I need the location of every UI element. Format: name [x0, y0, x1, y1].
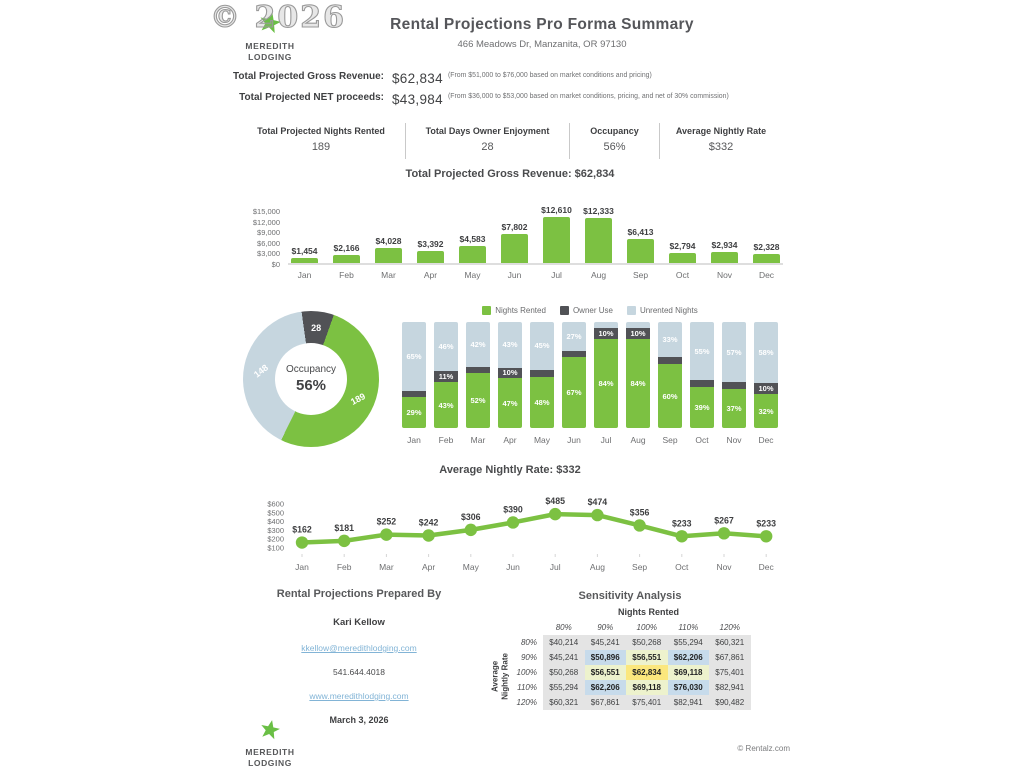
table-cell: $67,861	[709, 650, 751, 665]
nightly-rate-chart-title: Average Nightly Rate: $332	[439, 464, 581, 476]
month-label: Oct	[695, 435, 709, 445]
key-stats-strip	[237, 123, 782, 159]
month-label: Nov	[716, 562, 732, 572]
bar-value-label: $3,392	[417, 239, 444, 249]
corner-cell	[503, 620, 543, 635]
row-header-90%: 90%	[520, 653, 537, 662]
y-tick: $600	[267, 499, 284, 509]
y-tick: $3,000	[257, 249, 280, 258]
segment-nights-rented: 84%	[594, 339, 618, 428]
bar-jan	[288, 246, 321, 263]
month-label: May	[464, 270, 481, 280]
month-label: Dec	[758, 562, 774, 572]
stacked-bar-oct	[690, 322, 714, 428]
segment-nights-rented: 60%	[658, 364, 682, 428]
table-cell: $62,206	[668, 650, 710, 665]
month-label: Jan	[407, 435, 421, 445]
table-cell: $40,214	[543, 635, 585, 650]
month-label: Aug	[589, 562, 605, 572]
table-cell: $76,030	[668, 680, 710, 695]
table-cell: $82,941	[668, 695, 710, 710]
logo-text: MEREDITH LODGING	[245, 747, 295, 768]
month-label: Jul	[551, 270, 562, 280]
table-cell: $55,294	[543, 680, 585, 695]
agent-name: Kari Kellow	[333, 617, 385, 628]
month-label: May	[462, 562, 479, 572]
data-point-jan	[296, 536, 308, 548]
nightly-rate-line-chart	[238, 484, 783, 581]
point-value-label: $306	[461, 511, 481, 522]
stacked-bar-apr	[498, 322, 522, 428]
slice-label-nights-rented: 189	[349, 390, 367, 407]
bar-value-label: $4,583	[459, 234, 486, 244]
month-label: Oct	[675, 270, 690, 280]
table-cell: $50,268	[543, 665, 585, 680]
point-value-label: $267	[714, 515, 734, 526]
bar	[417, 251, 444, 263]
month-label: Aug	[630, 435, 646, 445]
bar-may	[456, 234, 489, 263]
month-label: Jun	[507, 270, 522, 280]
slice-label-owner-use: 28	[311, 323, 322, 334]
net-proceeds-note: (From $36,000 to $53,000 based on market conditions, pricing, and net of 30% commission)	[448, 93, 729, 100]
prepared-by-section	[228, 588, 490, 725]
bar	[669, 253, 696, 263]
legend-swatch-light	[627, 306, 636, 315]
agent-email-link[interactable]: kkellow@meredithlodging.com	[301, 643, 417, 653]
sensitivity-analysis-title: Sensitivity Analysis	[578, 590, 682, 602]
donut-center: Occupancy 56%	[275, 343, 347, 415]
legend-swatch-green	[482, 306, 491, 315]
month-label: Nov	[716, 270, 733, 280]
segment-unrented-nights: 58%	[754, 322, 778, 383]
stat-nights-rented: Total Projected Nights Rented 189	[257, 126, 385, 153]
average-nightly-rate-row-group: Average Nightly Rate	[490, 653, 510, 700]
bar-value-label: $2,166	[333, 243, 360, 253]
bar-value-label: $2,794	[669, 241, 696, 251]
segment-unrented-nights: 46%	[434, 322, 458, 371]
month-label: Feb	[339, 270, 354, 280]
month-label: Jun	[506, 562, 520, 572]
row-header-80%: 80%	[520, 638, 537, 647]
occupancy-legend	[400, 306, 780, 315]
month-label: Feb	[336, 562, 352, 572]
segment-unrented-nights: 27%	[562, 322, 586, 351]
table-cell: $75,401	[709, 665, 751, 680]
agent-website-link[interactable]: www.meredithlodging.com	[309, 691, 409, 701]
table-cell: $75,401	[626, 695, 668, 710]
row-header-120%: 120%	[516, 698, 537, 707]
data-point-jun	[507, 516, 519, 528]
legend-owner-use: Owner Use	[560, 306, 613, 315]
table-cell: $45,241	[543, 650, 585, 665]
bar	[753, 254, 780, 263]
data-point-apr	[422, 529, 434, 541]
segment-nights-rented: 52%	[466, 373, 490, 428]
stacked-bar-aug	[626, 322, 650, 428]
point-value-label: $242	[418, 517, 439, 528]
legend-unrented-nights: Unrented Nights	[627, 306, 698, 315]
data-point-oct	[676, 530, 688, 542]
month-label: Aug	[590, 270, 607, 280]
y-tick: $400	[267, 517, 284, 527]
table-cell: $60,321	[709, 635, 751, 650]
segment-nights-rented: 67%	[562, 357, 586, 428]
bar-oct	[666, 241, 699, 263]
bar-sep	[624, 227, 657, 263]
net-proceeds-value: $43,984	[392, 92, 443, 107]
month-label: Jun	[567, 435, 581, 445]
month-label: Apr	[421, 562, 436, 572]
stacked-bar-may	[530, 322, 554, 428]
y-axis-ticks	[238, 208, 280, 268]
property-address: 466 Meadows Dr, Manzanita, OR 97130	[457, 39, 627, 50]
col-header-110%: 110%	[678, 623, 699, 632]
month-label: Mar	[470, 435, 486, 445]
segment-owner-use: 10%	[498, 368, 522, 379]
prepared-by-heading: Rental Projections Prepared By	[276, 588, 442, 600]
gross-revenue-chart-title: Total Projected Gross Revenue: $62,834	[405, 168, 615, 180]
point-value-label: $390	[503, 504, 523, 515]
table-cell: $60,321	[543, 695, 585, 710]
table-cell: $45,241	[585, 635, 627, 650]
nights-rented-column-group: Nights Rented	[617, 607, 679, 617]
gross-revenue-value: $62,834	[392, 71, 443, 86]
legend-nights-rented: Nights Rented	[482, 306, 546, 315]
gross-revenue-note: (From $51,000 to $76,000 based on market conditions and pricing)	[448, 72, 652, 79]
bar	[375, 248, 402, 263]
col-header-80%: 80%	[555, 623, 572, 632]
bar-jun	[498, 222, 531, 263]
point-value-label: $233	[672, 518, 692, 529]
data-point-aug	[591, 509, 603, 521]
segment-nights-rented: 48%	[530, 377, 554, 428]
point-value-label: $356	[629, 507, 650, 518]
x-axis-months	[288, 270, 783, 280]
y-tick: $500	[267, 508, 284, 518]
bar-value-label: $2,328	[753, 242, 780, 252]
month-label: Jan	[297, 270, 312, 280]
stacked-bar-jul	[594, 322, 618, 428]
month-label: Mar	[381, 270, 396, 280]
table-cell: $50,896	[585, 650, 627, 665]
point-value-label: $485	[545, 496, 565, 507]
month-label: Feb	[438, 435, 454, 445]
segment-unrented-nights: 65%	[402, 322, 426, 391]
segment-nights-rented: 29%	[402, 397, 426, 428]
rentalz-copyright: © Rentalz.com	[737, 744, 790, 753]
meredith-lodging-logo-footer	[240, 719, 300, 768]
bar-value-label: $4,028	[375, 236, 402, 246]
table-cell: $69,118	[626, 680, 668, 695]
x-axis-months	[402, 435, 778, 445]
bar-value-label: $1,454	[291, 246, 318, 256]
y-tick: $300	[267, 525, 284, 535]
bar-value-label: $2,934	[711, 240, 738, 250]
month-label: Nov	[726, 435, 742, 445]
month-label: Jul	[600, 435, 612, 445]
stat-owner-enjoyment: Total Days Owner Enjoyment 28	[405, 123, 569, 159]
month-label: Apr	[423, 270, 438, 280]
bar	[291, 258, 318, 263]
month-label: Dec	[758, 270, 775, 280]
table-cell: $56,551	[626, 650, 668, 665]
table-cell: $50,268	[626, 635, 668, 650]
month-label: Oct	[675, 562, 689, 572]
table-cell: $90,482	[709, 695, 751, 710]
bar-dec	[750, 242, 783, 263]
net-proceeds-label: Total Projected NET proceeds:	[239, 92, 384, 103]
y-tick: $100	[267, 543, 284, 553]
y-tick: $6,000	[257, 238, 280, 248]
slice-label-unrented-nights: 148	[251, 362, 270, 380]
bar-nov	[708, 240, 741, 263]
month-label: Apr	[503, 435, 517, 445]
bar-value-label: $6,413	[627, 227, 654, 237]
report-date: March 3, 2026	[329, 715, 389, 725]
legend-swatch-dark	[560, 306, 569, 315]
table-cell: $55,294	[668, 635, 710, 650]
table-cell: $67,861	[585, 695, 627, 710]
y-tick: $200	[267, 534, 284, 544]
stat-nightly-rate: Average Nightly Rate $332	[659, 123, 782, 159]
month-label: Dec	[758, 435, 774, 445]
data-point-feb	[338, 535, 350, 547]
star-icon	[259, 719, 281, 741]
bar-aug	[582, 206, 615, 263]
segment-owner-use: 11%	[434, 371, 458, 383]
bar	[333, 255, 360, 263]
bar-apr	[414, 239, 447, 263]
stat-occupancy: Occupancy 56%	[569, 123, 659, 159]
y-tick: $9,000	[257, 228, 280, 237]
table-cell: $82,941	[709, 680, 751, 695]
col-header-120%: 120%	[719, 623, 740, 632]
table-cell: $56,551	[585, 665, 627, 680]
segment-owner-use	[658, 357, 682, 364]
segment-owner-use: 10%	[594, 328, 618, 339]
bar	[711, 252, 738, 263]
bar	[627, 239, 654, 263]
data-point-may	[465, 524, 477, 536]
segment-unrented-nights: 42%	[466, 322, 490, 367]
bar-value-label: $12,333	[583, 206, 614, 216]
page-title: Rental Projections Pro Forma Summary	[390, 16, 694, 33]
y-tick: $0	[271, 259, 280, 269]
gross-revenue-label: Total Projected Gross Revenue:	[233, 71, 384, 82]
month-label: May	[533, 435, 551, 445]
bar-value-label: $7,802	[501, 222, 528, 232]
month-label: Mar	[379, 562, 394, 572]
data-point-mar	[380, 528, 392, 540]
month-label: Sep	[662, 435, 678, 445]
stacked-bar-jun	[562, 322, 586, 428]
segment-owner-use	[530, 370, 554, 377]
col-header-100%: 100%	[636, 623, 657, 632]
table-cell: $69,118	[668, 665, 710, 680]
segment-owner-use: 10%	[626, 328, 650, 339]
data-point-nov	[718, 527, 730, 539]
bar-value-label: $12,610	[541, 205, 572, 215]
segment-owner-use: 10%	[754, 383, 778, 394]
segment-nights-rented: 84%	[626, 339, 650, 428]
row-header-110%: 110%	[517, 683, 537, 692]
data-point-dec	[760, 530, 772, 542]
segment-nights-rented: 32%	[754, 394, 778, 428]
month-label: Jan	[295, 562, 309, 572]
bar	[543, 217, 570, 263]
col-header-90%: 90%	[597, 623, 614, 632]
stacked-bar-nov	[722, 322, 746, 428]
segment-nights-rented: 37%	[722, 389, 746, 428]
segment-unrented-nights: 57%	[722, 322, 746, 382]
point-value-label: $233	[756, 518, 776, 529]
stacked-bar-feb	[434, 322, 458, 428]
month-label: Sep	[632, 270, 649, 280]
segment-nights-rented: 47%	[498, 378, 522, 428]
data-point-jul	[549, 508, 561, 520]
stacked-bar-jan	[402, 322, 426, 428]
bar-series	[288, 197, 783, 265]
bar-jul	[540, 205, 573, 263]
segment-unrented-nights: 55%	[690, 322, 714, 380]
agent-phone: 541.644.4018	[333, 667, 385, 677]
bar	[459, 246, 486, 263]
segment-nights-rented: 43%	[434, 382, 458, 428]
month-label: Sep	[632, 562, 648, 572]
segment-unrented-nights: 43%	[498, 322, 522, 368]
segment-unrented-nights: 33%	[658, 322, 682, 357]
logo-text: MEREDITH LODGING	[245, 41, 295, 62]
bar-mar	[372, 236, 405, 263]
occupancy-donut-chart	[243, 311, 379, 447]
point-value-label: $162	[292, 524, 312, 535]
segment-unrented-nights: 45%	[530, 322, 554, 370]
month-label: Jul	[549, 562, 561, 572]
stacked-bar-sep	[658, 322, 682, 428]
stacked-bar-dec	[754, 322, 778, 428]
segment-nights-rented: 39%	[690, 387, 714, 428]
table-cell: $62,834	[626, 665, 668, 680]
y-tick: $12,000	[252, 217, 280, 227]
table-cell: $62,206	[585, 680, 627, 695]
bar	[585, 218, 612, 263]
point-value-label: $181	[334, 522, 354, 533]
point-value-label: $252	[376, 516, 397, 527]
point-value-label: $474	[587, 497, 608, 508]
data-point-sep	[633, 519, 645, 531]
occupancy-stacked-bar-chart	[402, 322, 778, 445]
gross-revenue-bar-chart	[238, 197, 783, 280]
y-tick: $15,000	[252, 207, 280, 216]
row-header-100%: 100%	[516, 668, 537, 677]
stacked-bar-mar	[466, 322, 490, 428]
bar	[501, 234, 528, 263]
copyright-watermark: © 2026	[210, 0, 346, 35]
sensitivity-table	[503, 620, 751, 710]
bar-feb	[330, 243, 363, 263]
